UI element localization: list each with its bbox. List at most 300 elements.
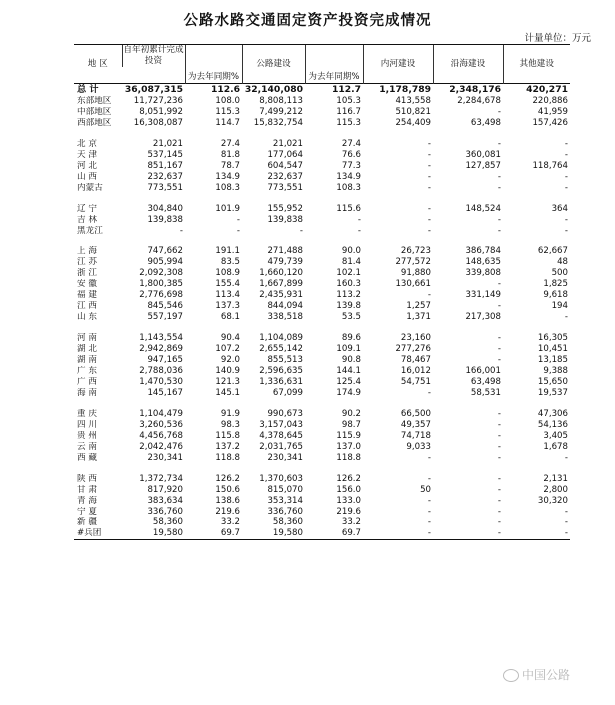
cell-other: - <box>564 149 568 160</box>
header-inland: 内河建设 <box>363 45 433 84</box>
cell-highway-yoy: 27.4 <box>341 138 361 149</box>
table-row <box>74 246 570 257</box>
table-row <box>74 161 570 172</box>
cell-region: 天 津 <box>77 149 97 160</box>
cell-region: 山 西 <box>77 171 97 182</box>
cell-ytd-yoy: 83.5 <box>220 257 240 268</box>
cell-highway: 177,064 <box>267 149 303 160</box>
cell-ytd-yoy: 33.2 <box>220 517 240 528</box>
cell-coastal: 148,524 <box>465 203 501 214</box>
cell-other: 500 <box>551 268 568 279</box>
cell-other: 30,320 <box>537 495 568 506</box>
cell-highway-yoy: 113.2 <box>336 290 361 301</box>
cell-region: 江 西 <box>77 301 97 312</box>
cell-highway-yoy: 115.6 <box>336 203 361 214</box>
cell-ytd: 947,165 <box>147 355 183 366</box>
header-ytd: 自年初累计完成投资 <box>123 45 184 66</box>
cell-inland: - <box>427 452 431 463</box>
cell-ytd-yoy: 90.4 <box>220 333 240 344</box>
table-row <box>74 333 570 344</box>
cell-coastal: - <box>497 138 501 149</box>
cell-region: 甘 肃 <box>77 484 97 495</box>
cell-coastal: 58,531 <box>470 387 501 398</box>
cell-highway: 32,140,080 <box>244 84 303 95</box>
cell-region: 安 徽 <box>77 279 97 290</box>
cell-region: 海 南 <box>77 387 97 398</box>
cell-ytd-yoy: 68.1 <box>220 312 240 323</box>
cell-coastal: 63,498 <box>470 117 501 128</box>
cell-highway: 2,655,142 <box>259 344 303 355</box>
cell-ytd-yoy: 126.2 <box>215 473 240 484</box>
table-row <box>74 528 570 539</box>
cell-coastal: 386,784 <box>465 246 501 257</box>
cell-highway: 8,808,113 <box>259 96 303 106</box>
cell-region: 新 疆 <box>77 517 97 528</box>
cell-other: - <box>564 214 568 225</box>
header-region: 地 区 <box>74 45 122 84</box>
cell-region: 辽 宁 <box>77 203 97 214</box>
cell-other: 1,678 <box>543 441 568 452</box>
cell-ytd: 2,942,869 <box>139 344 183 355</box>
cell-region: 西 藏 <box>77 452 97 463</box>
cell-ytd-yoy: 137.2 <box>215 441 240 452</box>
cell-other: - <box>564 312 568 323</box>
cell-coastal: - <box>497 214 501 225</box>
cell-ytd-yoy: 101.9 <box>215 203 240 214</box>
cell-highway: 7,499,212 <box>259 106 303 117</box>
cell-other: - <box>564 171 568 182</box>
table-row <box>74 279 570 290</box>
cell-highway: 2,596,635 <box>259 366 303 377</box>
cell-other: - <box>564 517 568 528</box>
table-row <box>74 257 570 268</box>
cell-ytd: 304,840 <box>147 203 183 214</box>
cell-other: 2,800 <box>543 484 568 495</box>
cell-highway: 58,360 <box>272 517 303 528</box>
cell-ytd: 16,308,087 <box>133 117 183 128</box>
cell-other: 48 <box>557 257 568 268</box>
cell-ytd-yoy: 91.9 <box>220 408 240 419</box>
cell-highway: 67,099 <box>272 387 303 398</box>
table-row <box>74 150 570 161</box>
cell-highway: 139,838 <box>267 214 303 225</box>
cell-ytd-yoy: 150.6 <box>215 484 240 495</box>
cell-highway: 815,070 <box>267 484 303 495</box>
cell-region: 云 南 <box>77 441 97 452</box>
cell-inland: 74,718 <box>400 430 431 441</box>
cell-other: - <box>564 225 568 236</box>
cell-inland: - <box>427 506 431 517</box>
cell-region: 湖 南 <box>77 355 97 366</box>
cell-inland: - <box>363 528 433 539</box>
cell-inland: - <box>427 225 431 236</box>
cell-ytd: 2,092,308 <box>139 268 183 279</box>
cell-ytd: 747,662 <box>147 246 183 257</box>
table-row <box>74 409 570 420</box>
cell-other: - <box>564 452 568 463</box>
cell-inland: 66,500 <box>400 408 431 419</box>
cell-inland: 50 <box>420 484 431 495</box>
table-row <box>74 442 570 453</box>
cell-inland: 277,572 <box>395 257 431 268</box>
cell-ytd-yoy: 108.3 <box>215 182 240 193</box>
cell-region: 青 海 <box>77 495 97 506</box>
cell-ytd: 1,143,554 <box>139 333 183 344</box>
table-row <box>74 474 570 485</box>
wechat-icon <box>503 669 519 682</box>
table-row <box>74 366 570 377</box>
cell-other: 1,825 <box>543 279 568 290</box>
cell-highway-yoy: 115.3 <box>336 117 361 128</box>
cell-highway-yoy: 90.8 <box>341 355 361 366</box>
cell-ytd-yoy: 121.3 <box>215 376 240 387</box>
cell-coastal: - <box>497 106 501 117</box>
table-row <box>74 183 570 194</box>
cell-ytd: 851,167 <box>147 160 183 171</box>
cell-highway: 855,513 <box>267 355 303 366</box>
cell-highway-yoy: 156.0 <box>336 484 361 495</box>
cell-highway-yoy: 98.7 <box>341 419 361 430</box>
cell-ytd-yoy: 108.9 <box>215 268 240 279</box>
cell-highway: 1,667,899 <box>259 279 303 290</box>
cell-other: - <box>564 138 568 149</box>
cell-ytd: 8,051,992 <box>139 106 183 117</box>
table-row <box>74 96 570 107</box>
cell-ytd: 58,360 <box>152 517 183 528</box>
cell-region: 上 海 <box>77 246 97 257</box>
cell-ytd-yoy: 113.4 <box>215 290 240 301</box>
group-spacer <box>74 236 570 246</box>
cell-coastal: - <box>497 333 501 344</box>
cell-ytd-yoy: - <box>236 225 240 236</box>
cell-highway: 19,580 <box>242 528 305 539</box>
cell-inland: 1,371 <box>406 312 431 323</box>
table-row <box>74 290 570 301</box>
cell-coastal: 63,498 <box>470 376 501 387</box>
header-other: 其他建设 <box>503 45 570 84</box>
table-row <box>74 226 570 237</box>
cell-highway-yoy: 137.0 <box>336 441 361 452</box>
cell-inland: 254,409 <box>395 117 431 128</box>
cell-coastal: - <box>497 225 501 236</box>
cell-ytd: - <box>179 225 183 236</box>
cell-ytd: 230,341 <box>147 452 183 463</box>
cell-highway: 2,435,931 <box>259 290 303 301</box>
cell-ytd: 2,788,036 <box>139 366 183 377</box>
cell-highway-yoy: 112.7 <box>331 84 361 95</box>
cell-coastal: - <box>497 171 501 182</box>
group-spacer <box>74 129 570 139</box>
cell-coastal: - <box>497 419 501 430</box>
cell-other: 19,537 <box>537 387 568 398</box>
cell-highway-yoy: 33.2 <box>341 517 361 528</box>
cell-highway: 990,673 <box>267 408 303 419</box>
cell-coastal: 360,081 <box>465 149 501 160</box>
cell-coastal: - <box>497 452 501 463</box>
cell-other: - <box>503 528 570 539</box>
cell-ytd: 817,920 <box>147 484 183 495</box>
header-spacer <box>122 67 185 84</box>
cell-coastal: - <box>497 408 501 419</box>
header-highway: 公路建设 <box>242 45 305 84</box>
cell-coastal: 148,635 <box>465 257 501 268</box>
cell-other: 62,667 <box>537 246 568 257</box>
cell-ytd-yoy: 108.0 <box>215 96 240 106</box>
group-spacer <box>74 464 570 474</box>
cell-ytd-yoy: 140.9 <box>215 366 240 377</box>
cell-region: 总 计 <box>77 84 99 95</box>
cell-other: 15,650 <box>537 376 568 387</box>
cell-ytd: 1,470,530 <box>139 376 183 387</box>
cell-other: - <box>564 182 568 193</box>
cell-coastal: 2,348,176 <box>449 84 501 95</box>
cell-highway: 1,370,603 <box>259 473 303 484</box>
cell-inland: 49,357 <box>400 419 431 430</box>
cell-ytd: 36,087,315 <box>124 84 183 95</box>
cell-inland: - <box>427 182 431 193</box>
cell-ytd-yoy: 145.1 <box>215 387 240 398</box>
cell-coastal: - <box>497 495 501 506</box>
cell-other: 2,131 <box>543 473 568 484</box>
cell-ytd-yoy: 107.2 <box>215 344 240 355</box>
cell-ytd-yoy: 69.7 <box>185 528 242 539</box>
cell-highway: 230,341 <box>267 452 303 463</box>
cell-ytd-yoy: 115.8 <box>215 430 240 441</box>
table-row <box>74 204 570 215</box>
cell-inland: 23,160 <box>400 333 431 344</box>
cell-highway-yoy: 125.4 <box>336 376 361 387</box>
cell-ytd: 21,021 <box>152 138 183 149</box>
cell-highway: 1,660,120 <box>259 268 303 279</box>
cell-inland: - <box>427 387 431 398</box>
cell-coastal: - <box>497 517 501 528</box>
cell-highway: - <box>299 225 303 236</box>
group-spacer <box>74 399 570 409</box>
cell-ytd: 1,372,734 <box>139 473 183 484</box>
cell-ytd: 4,456,768 <box>139 430 183 441</box>
cell-highway: 338,518 <box>267 312 303 323</box>
cell-highway: 4,378,645 <box>259 430 303 441</box>
table-row <box>74 172 570 183</box>
cell-highway: 232,637 <box>267 171 303 182</box>
table-body <box>74 84 570 540</box>
cell-coastal: - <box>497 473 501 484</box>
cell-coastal: 331,149 <box>465 290 501 301</box>
cell-inland: 16,012 <box>400 366 431 377</box>
cell-highway-yoy: 133.0 <box>336 495 361 506</box>
cell-highway-yoy: 126.2 <box>336 473 361 484</box>
cell-coastal: - <box>497 441 501 452</box>
cell-inland: 26,723 <box>400 246 431 257</box>
cell-highway-yoy: 105.3 <box>336 96 361 106</box>
header-ytd-yoy: 为去年同期% <box>185 45 242 84</box>
cell-highway-yoy: 90.2 <box>341 408 361 419</box>
cell-highway-yoy: 144.1 <box>336 366 361 377</box>
cell-region: 黑龙江 <box>77 225 103 236</box>
cell-other: 16,305 <box>537 333 568 344</box>
cell-inland: - <box>427 517 431 528</box>
cell-coastal: - <box>497 355 501 366</box>
table-row <box>74 344 570 355</box>
unit-label: 计量单位：万元 <box>524 33 591 44</box>
cell-ytd-yoy: 92.0 <box>220 355 240 366</box>
cell-highway-yoy: 77.3 <box>341 160 361 171</box>
cell-region: 河 北 <box>77 160 97 171</box>
cell-coastal: - <box>497 182 501 193</box>
cell-region: 福 建 <box>77 290 97 301</box>
cell-inland: 1,178,789 <box>379 84 431 95</box>
cell-coastal: 339,808 <box>465 268 501 279</box>
cell-coastal: 2,284,678 <box>457 96 501 106</box>
cell-region: 吉 林 <box>77 214 97 225</box>
cell-inland: - <box>427 495 431 506</box>
cell-ytd-yoy: - <box>236 214 240 225</box>
cell-ytd: 557,197 <box>147 312 183 323</box>
cell-highway-yoy: 160.3 <box>336 279 361 290</box>
cell-highway: 2,031,765 <box>259 441 303 452</box>
cell-region: 贵 州 <box>77 430 97 441</box>
cell-ytd: 3,260,536 <box>139 419 183 430</box>
table-row <box>74 215 570 226</box>
cell-inland: 91,880 <box>400 268 431 279</box>
cell-inland: 510,821 <box>395 106 431 117</box>
cell-highway-yoy: 115.9 <box>336 430 361 441</box>
cell-highway: 1,104,089 <box>259 333 303 344</box>
cell-ytd-yoy: 98.3 <box>220 419 240 430</box>
cell-ytd: 773,551 <box>147 182 183 193</box>
cell-highway: 604,547 <box>267 160 303 171</box>
cell-highway-yoy: 174.9 <box>336 387 361 398</box>
cell-inland: 54,751 <box>400 376 431 387</box>
table-row <box>74 268 570 279</box>
table-row <box>74 453 570 464</box>
cell-ytd-yoy: 191.1 <box>215 246 240 257</box>
cell-region: 湖 北 <box>77 344 97 355</box>
cell-ytd-yoy: 137.3 <box>215 301 240 312</box>
group-spacer <box>74 194 570 204</box>
cell-ytd: 11,727,236 <box>133 96 183 106</box>
watermark <box>503 666 570 683</box>
cell-highway: 773,551 <box>267 182 303 193</box>
group-spacer <box>74 323 570 333</box>
cell-other: 220,886 <box>532 96 568 106</box>
cell-region: 广 东 <box>77 366 97 377</box>
cell-region: 东部地区 <box>77 96 112 106</box>
cell-other: - <box>564 506 568 517</box>
cell-highway-yoy: - <box>357 214 361 225</box>
table-row <box>74 355 570 366</box>
cell-other: 118,764 <box>532 160 568 171</box>
cell-region: 陕 西 <box>77 473 97 484</box>
cell-region: 宁 夏 <box>77 506 97 517</box>
cell-inland: 78,467 <box>400 355 431 366</box>
cell-highway: 1,336,631 <box>259 376 303 387</box>
header-highway-yoy: 为去年同期% <box>305 45 363 84</box>
cell-ytd: 383,634 <box>147 495 183 506</box>
cell-inland: 130,661 <box>395 279 431 290</box>
cell-ytd: 537,145 <box>147 149 183 160</box>
cell-coastal: 217,308 <box>465 312 501 323</box>
cell-ytd: 905,994 <box>147 257 183 268</box>
cell-other: 47,306 <box>537 408 568 419</box>
cell-ytd: 2,776,698 <box>139 290 183 301</box>
cell-ytd: 19,580 <box>122 528 185 539</box>
cell-other: 9,388 <box>543 366 568 377</box>
cell-highway: 336,760 <box>267 506 303 517</box>
cell-ytd: 336,760 <box>147 506 183 517</box>
table-row <box>74 420 570 431</box>
cell-coastal: - <box>433 528 503 539</box>
cell-region: 中部地区 <box>77 106 112 117</box>
cell-other: 10,451 <box>537 344 568 355</box>
table-row <box>74 431 570 442</box>
cell-ytd-yoy: 114.7 <box>215 117 240 128</box>
table-row <box>74 507 570 518</box>
cell-coastal: - <box>497 344 501 355</box>
cell-ytd-yoy: 81.8 <box>220 149 240 160</box>
cell-highway-yoy: - <box>357 225 361 236</box>
cell-highway: 844,094 <box>267 301 303 312</box>
cell-coastal: - <box>497 484 501 495</box>
table-row <box>74 312 570 323</box>
cell-ytd-yoy: 138.6 <box>215 495 240 506</box>
cell-highway-yoy: 139.8 <box>336 301 361 312</box>
watermark-text: 中国公路 <box>521 668 570 682</box>
cell-region: 江 苏 <box>77 257 97 268</box>
cell-highway: 271,488 <box>267 246 303 257</box>
header-coastal: 沿海建设 <box>433 45 503 84</box>
cell-ytd: 2,042,476 <box>139 441 183 452</box>
cell-other: 54,136 <box>537 419 568 430</box>
cell-highway: 155,952 <box>267 203 303 214</box>
cell-highway: 479,739 <box>267 257 303 268</box>
cell-highway-yoy: 69.7 <box>305 528 363 539</box>
cell-region: 重 庆 <box>77 408 97 419</box>
table-row <box>74 301 570 312</box>
table-row <box>74 517 570 528</box>
cell-region: #兵团 <box>74 528 122 539</box>
page-title: 公路水路交通固定资产投资完成情况 <box>183 12 432 29</box>
cell-highway-yoy: 102.1 <box>336 268 361 279</box>
cell-inland: - <box>427 473 431 484</box>
cell-highway: 353,314 <box>267 495 303 506</box>
cell-other: 420,271 <box>526 84 568 95</box>
cell-highway-yoy: 81.4 <box>341 257 361 268</box>
cell-coastal: 127,857 <box>465 160 501 171</box>
cell-other: 13,185 <box>537 355 568 366</box>
table-row <box>74 496 570 507</box>
cell-highway-yoy: 76.6 <box>341 149 361 160</box>
cell-highway-yoy: 90.0 <box>341 246 361 257</box>
cell-region: 西部地区 <box>77 117 112 128</box>
cell-highway-yoy: 109.1 <box>336 344 361 355</box>
cell-region: 河 南 <box>77 333 97 344</box>
cell-ytd: 1,104,479 <box>139 408 183 419</box>
cell-inland: - <box>427 203 431 214</box>
table-row <box>74 388 570 399</box>
cell-ytd-yoy: 219.6 <box>215 506 240 517</box>
cell-highway-yoy: 53.5 <box>341 312 361 323</box>
cell-coastal: - <box>497 506 501 517</box>
cell-inland: 277,276 <box>395 344 431 355</box>
cell-highway-yoy: 219.6 <box>336 506 361 517</box>
cell-region: 山 东 <box>77 312 97 323</box>
cell-ytd-yoy: 112.6 <box>210 84 240 95</box>
cell-region: 浙 江 <box>77 268 97 279</box>
cell-ytd: 145,167 <box>147 387 183 398</box>
cell-ytd-yoy: 27.4 <box>220 138 240 149</box>
cell-inland: - <box>427 290 431 301</box>
